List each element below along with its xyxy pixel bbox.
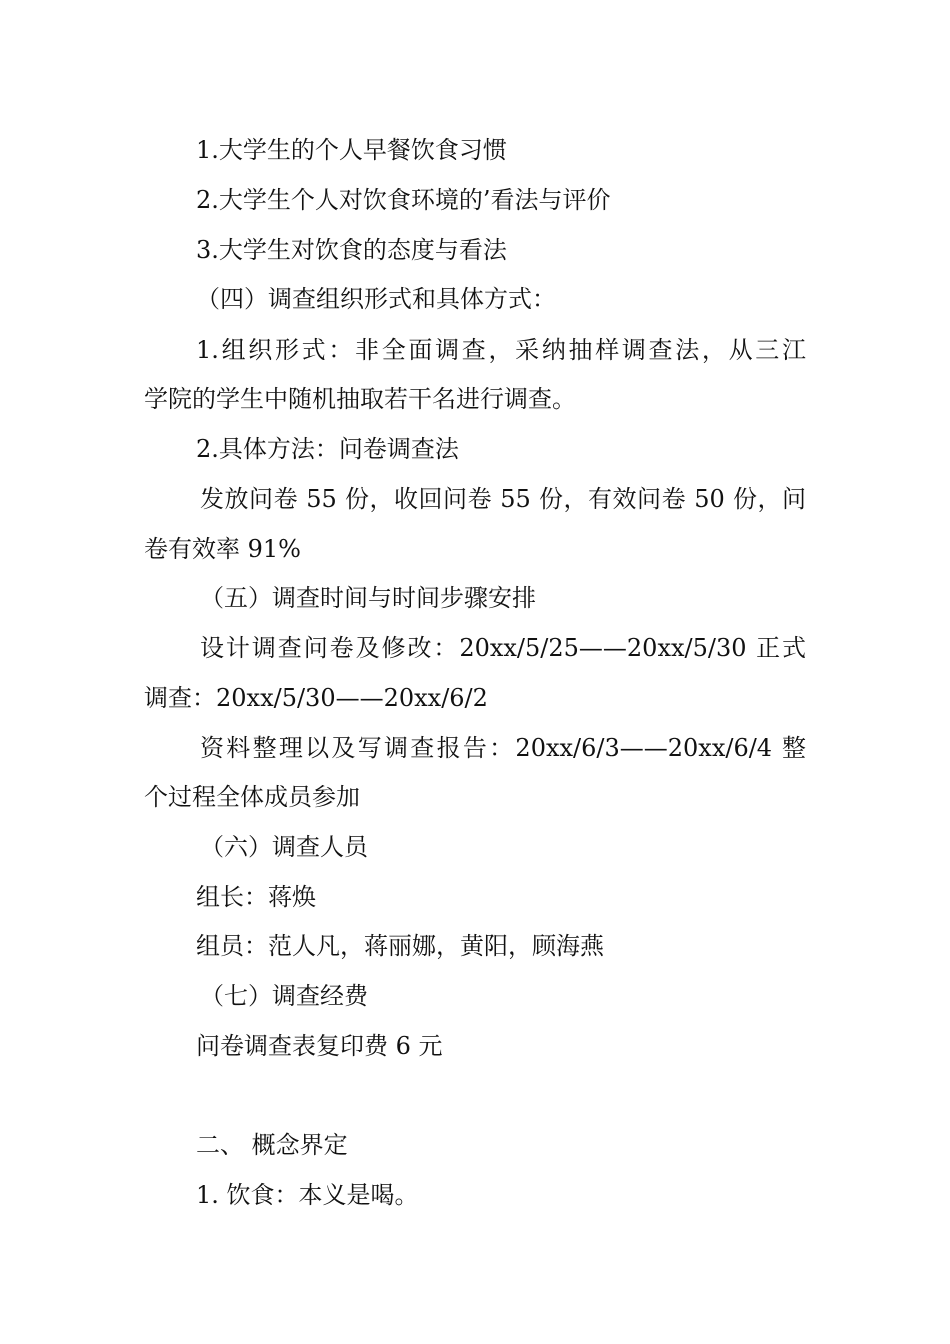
paragraph-line: 1. 饮食：本义是喝。	[196, 1181, 419, 1209]
list-item: 3.大学生对饮食的态度与看法	[196, 236, 507, 264]
paragraph-line: 发放问卷 55 份，收回问卷 55 份，有效问卷 50 份，问	[200, 485, 806, 513]
paragraph-line: 组长：蒋焕	[196, 883, 316, 911]
list-item: 1.大学生的个人早餐饮食习惯	[196, 136, 507, 164]
section-heading: （六）调查人员	[200, 833, 368, 861]
paragraph-line: 问卷调查表复印费 6 元	[196, 1032, 443, 1060]
paragraph-line: 个过程全体成员参加	[144, 783, 360, 811]
section-heading: （五）调查时间与时间步骤安排	[200, 584, 536, 612]
paragraph-line: 组员：范人凡，蒋丽娜，黄阳，顾海燕	[196, 932, 604, 960]
paragraph-line: 资料整理以及写调查报告：20xx/6/3——20xx/6/4 整	[200, 734, 806, 762]
section-heading: （七）调查经费	[200, 982, 368, 1010]
paragraph-line: 1.组织形式：非全面调查，采纳抽样调查法，从三江	[196, 336, 806, 364]
section-heading: （四）调查组织形式和具体方式：	[196, 285, 556, 313]
paragraph-line: 设计调查问卷及修改：20xx/5/25——20xx/5/30 正式	[200, 634, 806, 662]
paragraph-line: 卷有效率 91%	[144, 535, 301, 563]
paragraph-line: 学院的学生中随机抽取若干名进行调查。	[144, 385, 576, 413]
paragraph-line: 2.具体方法：问卷调查法	[196, 435, 459, 463]
list-item: 2.大学生个人对饮食环境的’看法与评价	[196, 186, 611, 214]
paragraph-line: 调查：20xx/5/30——20xx/6/2	[144, 684, 488, 712]
chapter-heading: 二、 概念界定	[196, 1131, 348, 1159]
